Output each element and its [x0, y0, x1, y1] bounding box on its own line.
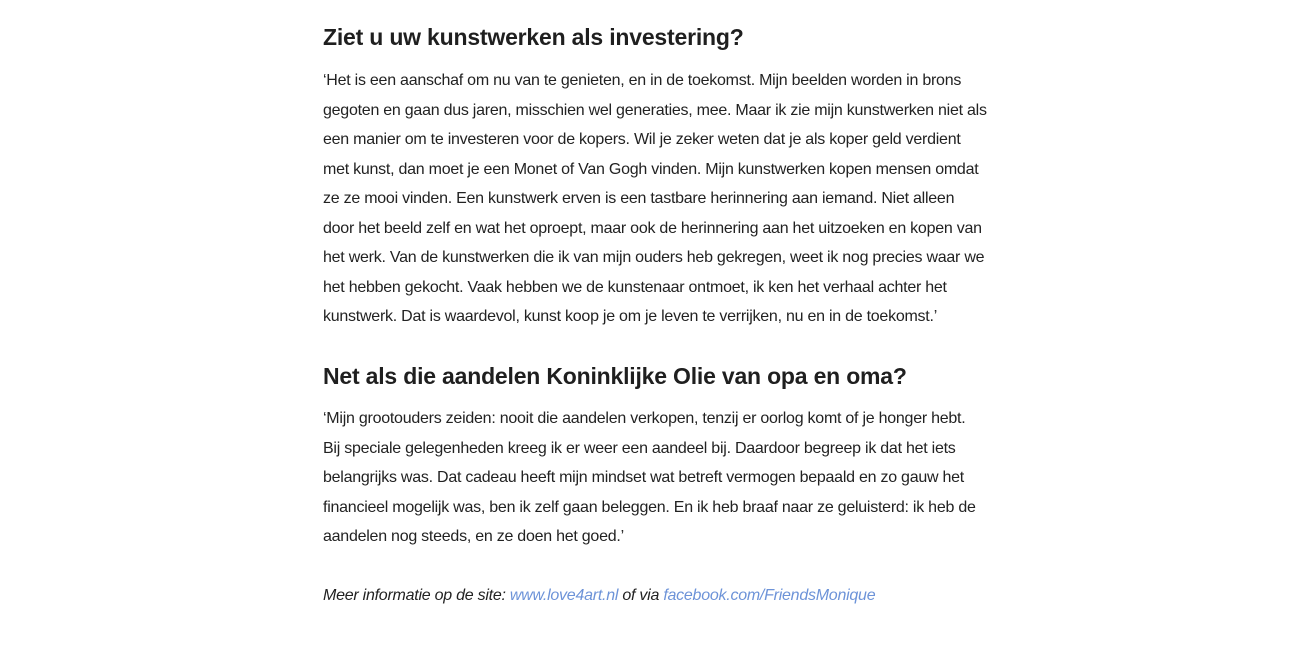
paragraph-investment	[323, 66, 987, 332]
paragraph-line: ze ze mooi vinden. Een kunstwerk erven is een tastbare herinnering aan iemand. Niet alleen	[323, 190, 955, 207]
paragraph-line: financieel mogelijk was, ben ik zelf gaan beleggen. En ik heb braaf naar ze geluisterd: ik heb de	[323, 498, 976, 516]
more-info-middle: of via	[618, 587, 664, 604]
section-heading-investment: Ziet u uw kunstwerken als investering?	[323, 24, 744, 50]
paragraph-shares	[323, 404, 976, 552]
paragraph-line: het hebben gekocht. Vaak hebben we de kunstenaar ontmoet, ik ken het verhaal achter het	[323, 278, 947, 296]
love4art-link[interactable]: www.love4art.nl	[509, 587, 619, 604]
section-heading-shares: Net als die aandelen Koninklijke Olie van opa en oma?	[323, 363, 907, 389]
paragraph-line: belangrijks was. Dat cadeau heeft mijn mindset wat betreft vermogen bepaald en zo gauw het	[323, 469, 964, 486]
facebook-link[interactable]: facebook.com/FriendsMonique	[663, 587, 876, 604]
paragraph-line: het werk. Van de kunstwerken die ik van mijn ouders heb gekregen, weet ik nog precies waar we	[323, 249, 985, 266]
paragraph-line: een manier om te investeren voor de kopers. Wil je zeker weten dat je als koper geld verdient	[323, 131, 961, 148]
more-info-line	[323, 581, 875, 610]
paragraph-line: aandelen nog steeds, en ze doen het goed.’	[323, 528, 624, 545]
paragraph-line: kunstwerk. Dat is waardevol, kunst koop je om je leven te verrijken, nu en in de toekomst.’	[323, 308, 937, 325]
paragraph-line: door het beeld zelf en wat het oproept, maar ook de herinnering aan het uitzoeken en kopen van	[323, 219, 982, 237]
paragraph-line: ‘Mijn grootouders zeiden: nooit die aandelen verkopen, tenzij er oorlog komt of je honger hebt.	[323, 410, 966, 427]
paragraph-line: Bij speciale gelegenheden kreeg ik er weer een aandeel bij. Daardoor begreep ik dat het iets	[323, 439, 956, 457]
more-info-prefix: Meer informatie op de site:	[323, 587, 510, 604]
paragraph-line: gegoten en gaan dus jaren, misschien wel generaties, mee. Maar ik zie mijn kunstwerken niet als	[323, 101, 987, 119]
paragraph-line: met kunst, dan moet je een Monet of Van Gogh vinden. Mijn kunstwerken kopen mensen omdat	[323, 160, 979, 178]
paragraph-line: ‘Het is een aanschaf om nu van te genieten, en in de toekomst. Mijn beelden worden in brons	[323, 72, 962, 89]
